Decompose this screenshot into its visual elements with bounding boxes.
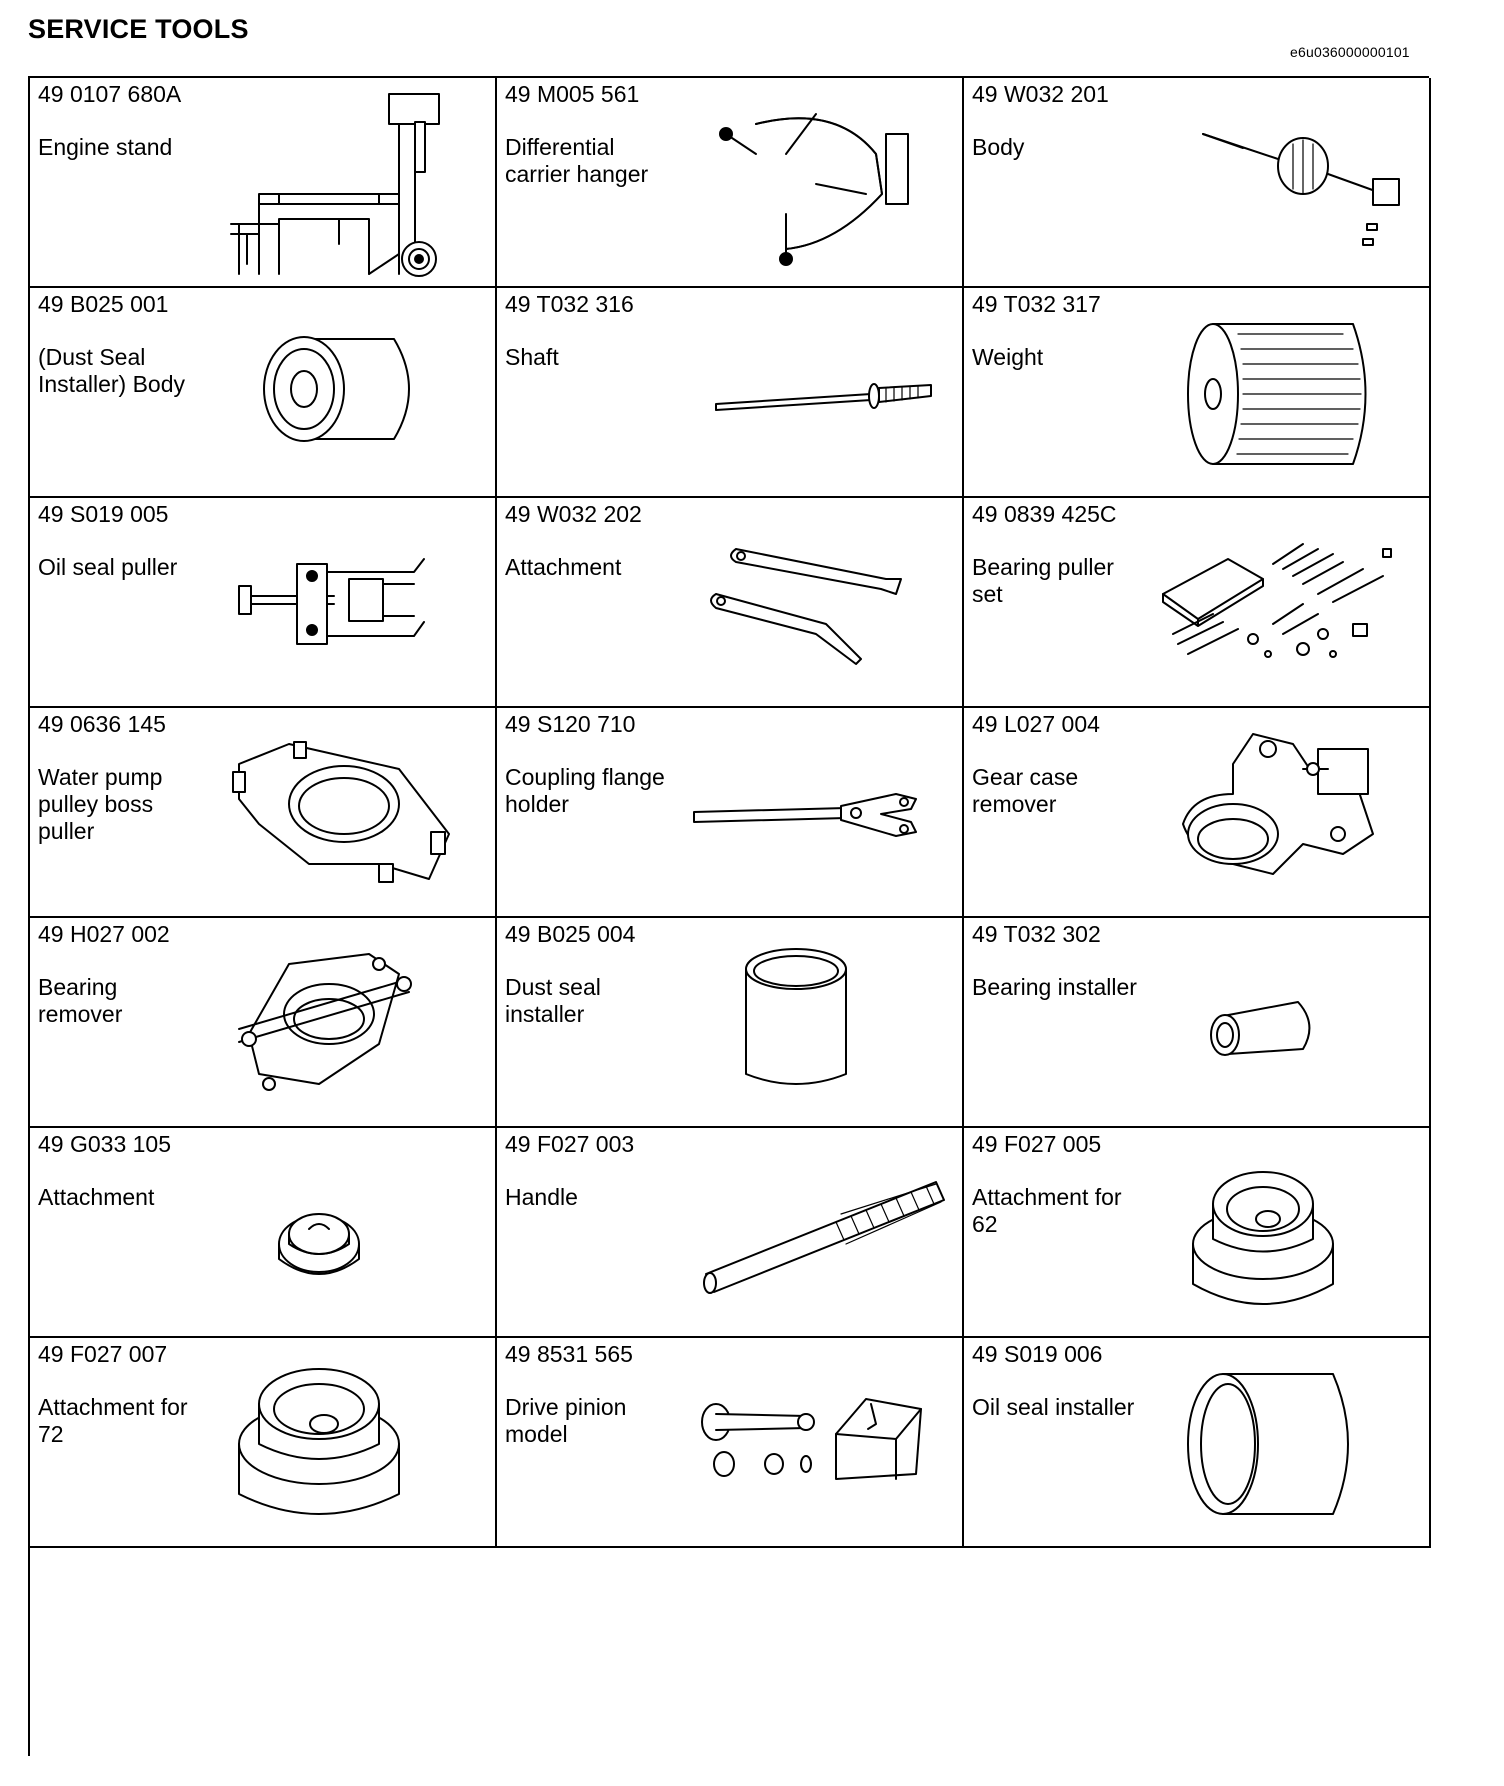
tool-name: Handle [505, 1184, 578, 1210]
part-number: 49 S120 710 [505, 711, 636, 737]
carrier-hanger-icon [686, 84, 954, 280]
pulley-boss-puller-icon [219, 714, 487, 910]
attachment-72-icon [219, 1344, 487, 1540]
bearing-installer-icon [1153, 924, 1421, 1120]
tool-name: Attachment for 72 [38, 1394, 188, 1448]
tool-cell [964, 1338, 1431, 1548]
tool-cell [30, 708, 497, 918]
installer-body-icon [219, 294, 487, 490]
tool-cell [30, 288, 497, 498]
tool-cell [30, 918, 497, 1128]
part-number: 49 F027 005 [972, 1131, 1102, 1157]
part-number: 49 B025 004 [505, 921, 636, 947]
gear-case-remover-icon [1153, 714, 1421, 910]
tool-name: Water pump pulley boss puller [38, 764, 163, 845]
part-number: 49 H027 002 [38, 921, 170, 947]
part-number: 49 G033 105 [38, 1131, 172, 1157]
stepped-attachment-icon [219, 1134, 487, 1330]
tool-cell [497, 708, 964, 918]
tool-name: Attachment [505, 554, 622, 580]
part-number: 49 8531 565 [505, 1341, 633, 1367]
drive-pinion-model-icon [686, 1344, 954, 1540]
tool-cell [964, 708, 1431, 918]
tool-name: Oil seal installer [972, 1394, 1135, 1420]
attachment-arms-icon [686, 504, 954, 700]
shaft-icon [686, 294, 954, 490]
tool-name: Engine stand [38, 134, 173, 160]
part-number: 49 S019 006 [972, 1341, 1103, 1367]
flange-holder-icon [686, 714, 954, 910]
part-number: 49 T032 302 [972, 921, 1101, 947]
page-title: SERVICE TOOLS [28, 14, 249, 44]
part-number: 49 0636 145 [38, 711, 166, 737]
tool-cell [964, 918, 1431, 1128]
tool-name: Weight [972, 344, 1044, 370]
tool-cell [964, 78, 1431, 288]
tool-name: Drive pinion model [505, 1394, 627, 1448]
tool-name: Attachment [38, 1184, 155, 1210]
part-number: 49 T032 316 [505, 291, 634, 317]
service-tools-table [28, 76, 1429, 1756]
tool-cell [497, 78, 964, 288]
tool-name: Attachment for 62 [972, 1184, 1122, 1238]
oil-seal-puller-icon [219, 504, 487, 700]
tool-cell [964, 498, 1431, 708]
handle-icon [686, 1134, 954, 1330]
part-number: 49 F027 003 [505, 1131, 635, 1157]
part-number: 49 0839 425C [972, 501, 1117, 527]
tool-cell [497, 288, 964, 498]
part-number: 49 M005 561 [505, 81, 640, 107]
part-number: 49 L027 004 [972, 711, 1100, 737]
tool-name: Shaft [505, 344, 559, 370]
tool-name: Body [972, 134, 1025, 160]
part-number: 49 T032 317 [972, 291, 1101, 317]
part-number: 49 F027 007 [38, 1341, 168, 1367]
puller-body-icon [1153, 84, 1421, 280]
weight-icon [1153, 294, 1421, 490]
tool-cell [30, 1338, 497, 1548]
tool-cell [964, 1128, 1431, 1338]
tool-name: (Dust Seal Installer) Body [38, 344, 186, 398]
tool-name: Coupling flange holder [505, 764, 665, 818]
tool-cell [497, 1338, 964, 1548]
engine-stand-icon [219, 84, 487, 280]
tool-cell [497, 918, 964, 1128]
tool-name: Differential carrier hanger [505, 134, 649, 188]
bearing-remover-icon [219, 924, 487, 1120]
attachment-62-icon [1153, 1134, 1421, 1330]
tool-name: Bearing installer [972, 974, 1137, 1000]
tool-cell [497, 1128, 964, 1338]
dust-seal-installer-icon [686, 924, 954, 1120]
bearing-puller-set-icon [1153, 504, 1421, 700]
part-number: 49 W032 202 [505, 501, 642, 527]
tool-name: Bearing remover [38, 974, 123, 1028]
tool-cell [964, 288, 1431, 498]
part-number: 49 B025 001 [38, 291, 169, 317]
tool-name: Dust seal installer [505, 974, 601, 1028]
tool-name: Gear case remover [972, 764, 1079, 818]
document-id: e6u036000000101 [1290, 44, 1410, 60]
tool-name: Bearing puller set [972, 554, 1114, 608]
tool-cell [497, 498, 964, 708]
oil-seal-installer-icon [1153, 1344, 1421, 1540]
part-number: 49 0107 680A [38, 81, 182, 107]
tool-cell [30, 498, 497, 708]
tool-cell [30, 1128, 497, 1338]
tool-cell [30, 78, 497, 288]
tool-name: Oil seal puller [38, 554, 178, 580]
part-number: 49 W032 201 [972, 81, 1109, 107]
part-number: 49 S019 005 [38, 501, 169, 527]
